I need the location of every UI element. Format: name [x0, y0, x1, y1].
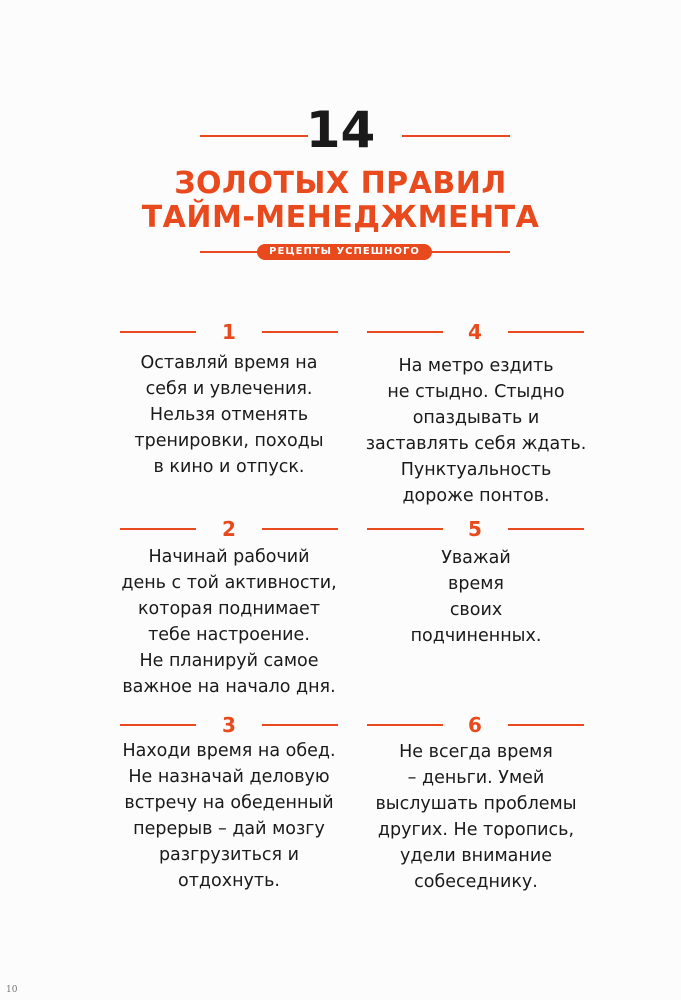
rule-5-line: Уважай	[441, 548, 511, 568]
subtitle-bar	[0, 243, 681, 261]
rule-3-text	[100, 738, 358, 894]
rule-6-line: Не всегда время	[399, 742, 553, 762]
rule-3-line: Находи время на обед.	[122, 741, 336, 761]
rule-6-line: выслушать проблемы	[375, 794, 577, 814]
rule-6-line-right	[508, 724, 584, 726]
rule-6-number: 6	[468, 713, 482, 737]
rule-4-line: На метро ездить	[398, 356, 554, 376]
rule-1-line-left	[120, 331, 196, 333]
rule-4-line: не стыдно. Стыдно	[387, 382, 565, 402]
rule-1-line: себя и увлечения.	[145, 379, 313, 399]
rule-1-line: тренировки, походы	[134, 431, 324, 451]
rule-2-text	[100, 544, 358, 700]
rule-2-line: Не планируй самое	[139, 651, 319, 671]
rule-4-line: дороже понтов.	[402, 486, 550, 506]
rule-1-text	[100, 350, 358, 480]
rule-6-line: собеседнику.	[414, 872, 538, 892]
rule-6-line: удели внимание	[400, 846, 552, 866]
rule-1-line: Нельзя отменять	[149, 405, 309, 425]
rules-count: 14	[305, 101, 376, 159]
subtitle-rule-left	[200, 251, 260, 253]
rule-2-line: важное на начало дня.	[122, 677, 336, 697]
rule-5-line: подчиненных.	[410, 626, 542, 646]
rule-3-line-left	[120, 724, 196, 726]
rule-4-line: заставлять себя ждать.	[365, 434, 587, 454]
rule-3-line: разгрузиться и	[158, 845, 300, 865]
rule-2-number: 2	[222, 517, 236, 541]
rule-2-line: Начинай рабочий	[148, 547, 310, 567]
rule-2-line: которая поднимает	[137, 599, 321, 619]
rule-3-line-right	[262, 724, 338, 726]
rule-6-line-left	[367, 724, 443, 726]
rule-5-line: своих	[449, 600, 503, 620]
rule-1-number: 1	[222, 320, 236, 344]
rule-1-line-right	[262, 331, 338, 333]
rule-5-line-right	[508, 528, 584, 530]
rule-1-line: в кино и отпуск.	[153, 457, 305, 477]
page-number: 10	[6, 985, 18, 995]
rule-6-line: других. Не торопись,	[377, 820, 575, 840]
rule-3-number: 3	[222, 713, 236, 737]
rule-5-number: 5	[468, 517, 482, 541]
rule-4-line-left	[367, 331, 443, 333]
header-rule-right	[402, 135, 510, 137]
rule-4-number: 4	[468, 320, 482, 344]
page-title-line2: ТАЙМ-МЕНЕДЖМЕНТА	[141, 200, 540, 235]
subtitle-badge: РЕЦЕПТЫ УСПЕШНОГО	[257, 244, 432, 260]
page-title-line1: ЗОЛОТЫХ ПРАВИЛ	[174, 166, 507, 201]
rule-5-line-left	[367, 528, 443, 530]
rule-2-line: тебе настроение.	[148, 625, 310, 645]
rule-1-line: Оставляй время на	[140, 353, 318, 373]
rule-3-line: перерыв – дай мозгу	[133, 819, 325, 839]
rule-5-text	[347, 545, 605, 649]
rule-2-line-right	[262, 528, 338, 530]
rule-4-line-right	[508, 331, 584, 333]
rule-5-line: время	[448, 574, 504, 594]
rule-3-line: встречу на обеденный	[124, 793, 334, 813]
subtitle-rule-right	[429, 251, 510, 253]
rule-4-line: Пунктуальность	[400, 460, 552, 480]
rule-3-line: Не назначай деловую	[128, 767, 330, 787]
rule-3-line: отдохнуть.	[178, 871, 280, 891]
rule-6-line: – деньги. Умей	[407, 768, 545, 788]
rule-4-line: опаздывать и	[412, 408, 540, 428]
rule-2-line: день с той активности,	[121, 573, 337, 593]
rule-2-line-left	[120, 528, 196, 530]
rule-6-text	[347, 739, 605, 895]
rule-4-text	[347, 353, 605, 509]
